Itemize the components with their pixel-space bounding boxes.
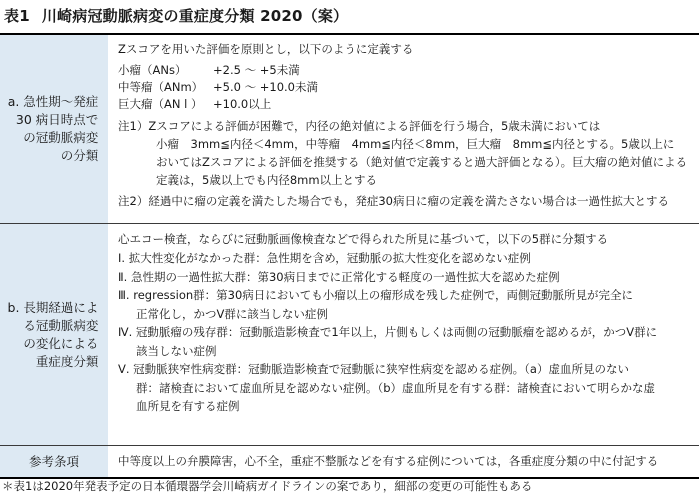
note-1	[118, 117, 693, 189]
header-longterm-line: の変化による	[23, 335, 99, 351]
class-line: Ⅱ. 急性期の一過性拡大群：第30病日までに正常化する軽度の一過性拡大を認めた症例	[118, 269, 560, 284]
header-longterm-line: b. 長期経過によ	[7, 299, 99, 315]
class-line: Ⅴ. 冠動脈狭窄性病変群：冠動脈造影検査で冠動脈に狭窄性病変を認める症例。（a）虚血所見のない	[118, 362, 629, 376]
classification-table	[0, 35, 699, 479]
header-reference	[0, 446, 108, 479]
header-acute-line: 30 病日時点で	[15, 112, 99, 127]
row-longterm	[0, 224, 699, 446]
body-acute	[108, 35, 699, 224]
class-item	[118, 286, 693, 323]
size-range: +2.5 ～ +5未満	[213, 63, 300, 77]
class-item	[118, 268, 693, 287]
note-2: 注2）経過中に瘤の定義を満たした場合でも，発症30病日に瘤の定義を満たさない場合は一過性拡大とする	[118, 194, 669, 208]
class-line: 血所見を有する症例	[136, 399, 240, 413]
note-1-line: 定義は，5歳以上でも内径8mm以上とする	[156, 173, 378, 187]
header-longterm-line: る冠動脈病変	[23, 317, 99, 333]
size-row	[118, 96, 693, 113]
class-line: Ⅲ. regression群：第30病日においても小瘤以上の瘤形成を残した症例で，両側冠動脈所見が完全に	[118, 288, 634, 302]
size-range: +5.0 ～ +10.0未満	[213, 80, 318, 94]
footnote: ＊表1は2020年発表予定の日本循環器学会川崎病ガイドラインの案であり，細部の変更の可能性もある	[2, 479, 533, 493]
class-item	[118, 323, 693, 360]
class-line: Ⅳ. 冠動脈瘤の残存群：冠動脈造影検査で1年以上，片側もしくは両側の冠動脈瘤を認めるが，かつⅤ群に	[118, 325, 658, 339]
header-acute-line: の冠動脈病変	[23, 130, 99, 145]
longterm-intro: 心エコー検査，ならびに冠動脈画像検査などで得られた所見に基づいて，以下の5群に分類する	[118, 232, 609, 246]
reference-text: 中等度以上の弁膜障害，心不全，重症不整脈などを有する症例については，各重症度分類の中に付記する	[118, 454, 659, 468]
class-item	[118, 360, 693, 416]
class-line: Ⅰ. 拡大性変化がなかった群：急性期を含め，冠動脈の拡大性変化を認めない症例	[118, 251, 531, 265]
header-longterm	[0, 224, 108, 446]
table-title	[4, 4, 348, 28]
acute-intro: Zスコアを用いた評価を原則とし，以下のように定義する	[118, 42, 414, 56]
size-label: 巨大瘤（AN l ）	[118, 97, 203, 111]
note-1-line: 小瘤 3mm≦内径＜4mm，中等瘤 4mm≦内径＜8mm，巨大瘤 8mm≦内径とする。5歳以上に	[156, 137, 675, 151]
header-acute	[0, 35, 108, 224]
body-reference	[108, 446, 699, 479]
size-label: 小瘤（ANs）	[118, 63, 187, 77]
table-title-text: 川崎病冠動脈病変の重症度分類 2020（案）	[41, 7, 349, 25]
header-longterm-line: 重症度分類	[35, 353, 99, 369]
table-number: 表1	[4, 7, 30, 25]
class-line: 群：諸検査において虚血所見を認めない症例。（b）虚血所見を有する群：諸検査において明らかな虚	[136, 380, 656, 395]
body-longterm	[108, 224, 699, 446]
note-1-line: 注1）Zスコアによる評価が困難で，内径の絶対値による評価を行う場合，5歳未満においては	[118, 119, 601, 133]
size-range: +10.0以上	[213, 97, 272, 111]
note-1-line: おいてはZスコアによる評価を推奨する（絶対値で定義すると過大評価となる）。巨大瘤の絶対値による	[156, 155, 688, 169]
size-row	[118, 79, 693, 96]
class-line: 正常化し，かつⅤ群に該当しない症例	[136, 306, 328, 321]
class-item	[118, 249, 693, 268]
class-line: 該当しない症例	[136, 343, 217, 358]
row-reference	[0, 446, 699, 479]
size-label: 中等瘤（ANm）	[118, 80, 204, 94]
row-acute	[0, 35, 699, 224]
size-row	[118, 62, 693, 79]
header-acute-line: a. 急性期～発症	[7, 94, 99, 109]
header-acute-line: の分類	[60, 148, 99, 163]
header-reference-text: 参考条項	[28, 453, 79, 469]
